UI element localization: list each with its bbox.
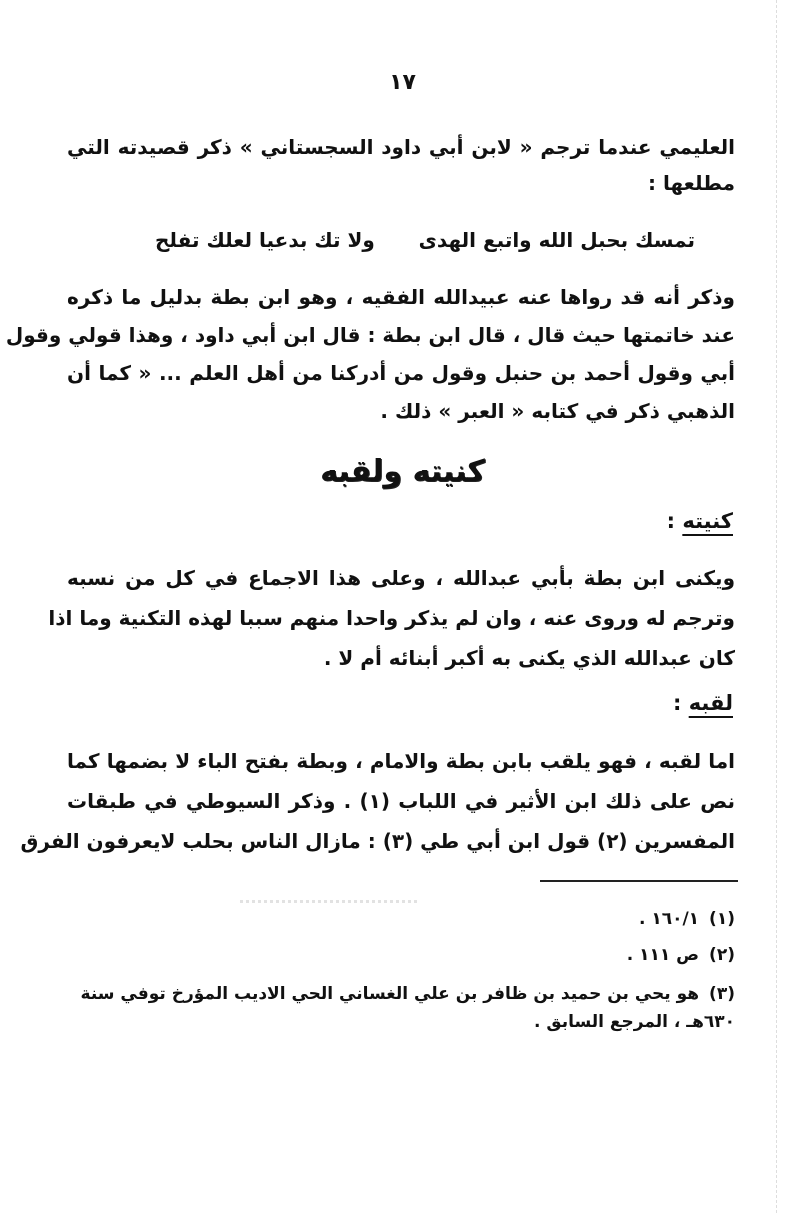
kunya-line-1: ويكنى ابن بطة بأبي عبدالله ، وعلى هذا الاجماع في كل من نسبه <box>67 566 735 590</box>
footnote-separator <box>540 880 738 882</box>
footnote-2-text: ص ١١١ . <box>626 945 700 965</box>
paragraph-2-line-1: وذكر أنه قد رواها عنه عبيدالله الفقيه ، وهو ابن بطة بدليل ما ذكره <box>67 285 735 309</box>
laqab-heading-label: لقبه <box>688 691 733 715</box>
paragraph-1-line-2: مطلعها : <box>648 171 735 195</box>
paragraph-2-line-4: الذهبي ذكر في كتابه « العبر » ذلك . <box>380 399 735 423</box>
laqab-heading <box>673 688 733 718</box>
footnote-1-text: ١٦٠/١ . <box>638 909 700 929</box>
laqab-line-1: اما لقبه ، فهو يلقب بابن بطة والامام ، وبطة بفتح الباء لا بضمها كما <box>67 749 735 773</box>
paragraph-1-line-1: العليمي عندما ترجم « لابن أبي داود السجستاني » ذكر قصيدته التي <box>67 135 735 159</box>
footnote-3-number: (٣) <box>709 984 735 1004</box>
footnote-2 <box>67 941 735 969</box>
footnote-3 <box>67 980 735 1036</box>
kunya-heading-colon: : <box>666 509 683 533</box>
paragraph-2-line-3: أبي وقول أحمد بن حنبل وقول من أدركنا من أهل العلم ... « كما أن <box>67 361 735 385</box>
kunya-line-3: كان عبدالله الذي يكنى به أكبر أبنائه أم لا . <box>323 646 735 670</box>
scan-artifact <box>240 900 420 903</box>
verse-first-hemistich: تمسك بحبل الله واتبع الهدى <box>418 228 695 252</box>
laqab-line-2: نص على ذلك ابن الأثير في اللباب (١) . وذكر السيوطي في طبقات <box>67 789 735 813</box>
kunya-line-2: وترجم له وروى عنه ، وان لم يذكر واحدا منهم سببا لهذه التكنية وما اذا <box>48 606 735 630</box>
footnote-3-text: هو يحي بن حميد بن ظافر بن علي الغساني الحي الاديب المؤرخ توفي سنة ٦٣٠هـ ، المرجع السابق . <box>80 984 735 1032</box>
page-number: ١٧ <box>389 70 416 95</box>
laqab-heading-colon: : <box>672 691 689 715</box>
laqab-line-3: المفسرين (٢) قول ابن أبي طي (٣) : مازال الناس بحلب لايعرفون الفرق <box>20 829 735 853</box>
kunya-heading <box>667 506 733 536</box>
footnote-1 <box>67 905 735 933</box>
footnote-1-number: (١) <box>709 909 735 929</box>
paragraph-2-line-2: عند خاتمتها حيث قال ، قال ابن بطة : قال ابن أبي داود ، وهذا قولي وقول <box>5 323 735 347</box>
scan-edge-line <box>775 0 777 1213</box>
footnote-2-number: (٢) <box>709 945 735 965</box>
verse-second-hemistich: ولا تك بدعيا لعلك تفلح <box>155 228 375 252</box>
section-title: كنيته ولقبه <box>320 454 485 489</box>
kunya-heading-label: كنيته <box>682 509 733 533</box>
